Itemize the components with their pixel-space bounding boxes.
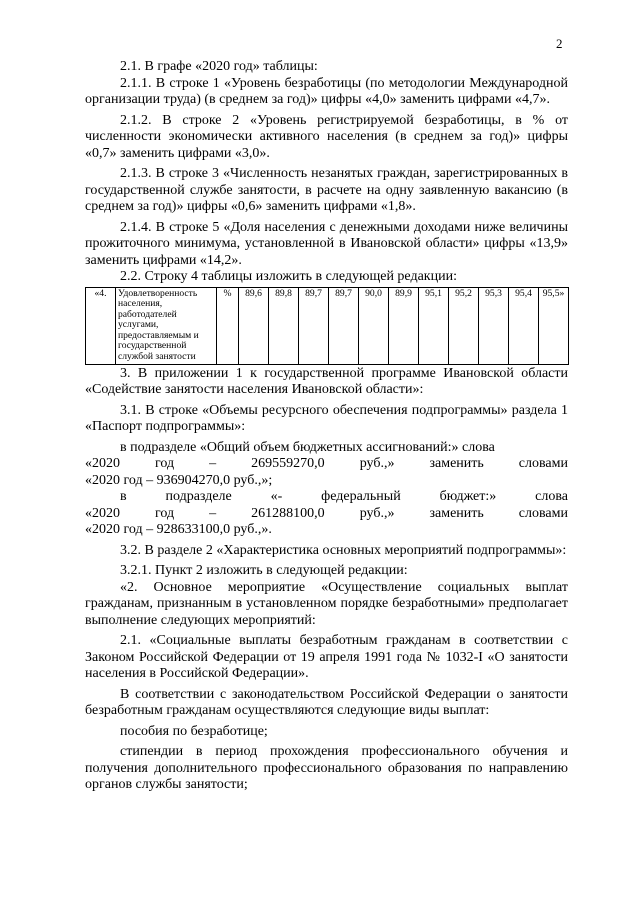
paragraph-2-1-2: 2.1.2. В строке 2 «Уровень регистрируемой безработицы, в % от численности экономически активного населения (в среднем за год)» цифры «0,7» заменить цифрами «3,0». xyxy=(85,112,568,161)
value-cell: 89,9 xyxy=(389,287,419,364)
paragraph-2-1-social: 2.1. «Социальные выплаты безработным гражданам в соответствии с Законом Российской Федерации от 19 апреля 1991 года № 1032-I «О занятости населения в Российской Федерации». xyxy=(85,633,568,682)
value-cell: 89,6 xyxy=(239,287,269,364)
paragraph-replace-new-federal: «2020 год – 928633100,0 руб.,». xyxy=(85,522,272,538)
value-cell: 95,1 xyxy=(419,287,449,364)
paragraph-benefit: пособия по безработице; xyxy=(120,723,268,739)
value-cell: 89,8 xyxy=(269,287,299,364)
paragraph-3-2: 3.2. В разделе 2 «Характеристика основных мероприятий подпрограммы»: xyxy=(120,542,567,558)
paragraph-subsection-total: в подразделе «Общий объем бюджетных ассигнований:» слова xyxy=(120,439,495,455)
document-body xyxy=(85,59,568,794)
page-number: 2 xyxy=(556,36,563,51)
unit-cell: % xyxy=(217,287,239,364)
value-cell: 95,4 xyxy=(509,287,539,364)
paragraph-stipend: стипендии в период прохождения профессионального обучения и получения дополнительного профессионального образования по направлению органов службы занятости; xyxy=(85,744,568,793)
paragraph-quote-2: «2. Основное мероприятие «Осуществление социальных выплат гражданам, признанным в установленном порядке безработными» предполагает выполнение следующих мероприятий: xyxy=(85,579,568,628)
value-cell: 95,2 xyxy=(449,287,479,364)
value-cell: 95,5» xyxy=(539,287,569,364)
paragraph-subsection-federal: в подразделе «- федеральный бюджет:» слова xyxy=(120,489,568,505)
value-cell: 95,3 xyxy=(479,287,509,364)
table-row xyxy=(86,287,569,364)
value-cell: 89,7 xyxy=(329,287,359,364)
paragraph-2-1-3: 2.1.3. В строке 3 «Численность незанятых граждан, зарегистрированных в государственной службе занятости, в расчете на одну заявленную вакансию (в среднем за год)» цифры «0,6» заменить цифрами «1,8». xyxy=(85,166,568,214)
paragraph-replace-old-total: «2020 год – 269559270,0 руб.,» заменить словами xyxy=(85,456,568,472)
paragraph-2-1: 2.1. В графе «2020 год» таблицы: xyxy=(120,59,318,74)
paragraph-3-2-1: 3.2.1. Пункт 2 изложить в следующей редакции: xyxy=(120,563,408,579)
paragraph-3-1: 3.1. В строке «Объемы ресурсного обеспечения подпрограммы» раздела 1 «Паспорт подпрограммы»: xyxy=(85,402,568,435)
paragraph-law: В соответствии с законодательством Российской Федерации о занятости безработным гражданам осуществляются следующие виды выплат: xyxy=(85,686,568,719)
value-cell: 90,0 xyxy=(359,287,389,364)
paragraph-2-2: 2.2. Строку 4 таблицы изложить в следующей редакции: xyxy=(120,269,457,284)
paragraph-replace-old-federal: «2020 год – 261288100,0 руб.,» заменить словами xyxy=(85,505,568,521)
amendment-table xyxy=(85,287,569,365)
paragraph-2-1-1: 2.1.1. В строке 1 «Уровень безработицы (по методологии Международной организации труда) (в среднем за год)» цифры «4,0» заменить цифрами «4,7». xyxy=(85,75,568,107)
paragraph-2-1-4: 2.1.4. В строке 5 «Доля населения с денежными доходами ниже величины прожиточного минимума, установленной в Ивановской области» цифры «13,9» заменить цифрами «14,2». xyxy=(85,219,568,268)
row-number: «4. xyxy=(86,287,116,364)
value-cell: 89,7 xyxy=(299,287,329,364)
paragraph-replace-new-total: «2020 год – 936904270,0 руб.,»; xyxy=(85,472,273,488)
indicator-name: Удовлетворенность населения, работодателей услугами, предоставляемым и государственной службой занятости xyxy=(116,287,217,364)
paragraph-3: 3. В приложении 1 к государственной программе Ивановской области «Содействие занятости населения Ивановской области»: xyxy=(85,365,568,398)
